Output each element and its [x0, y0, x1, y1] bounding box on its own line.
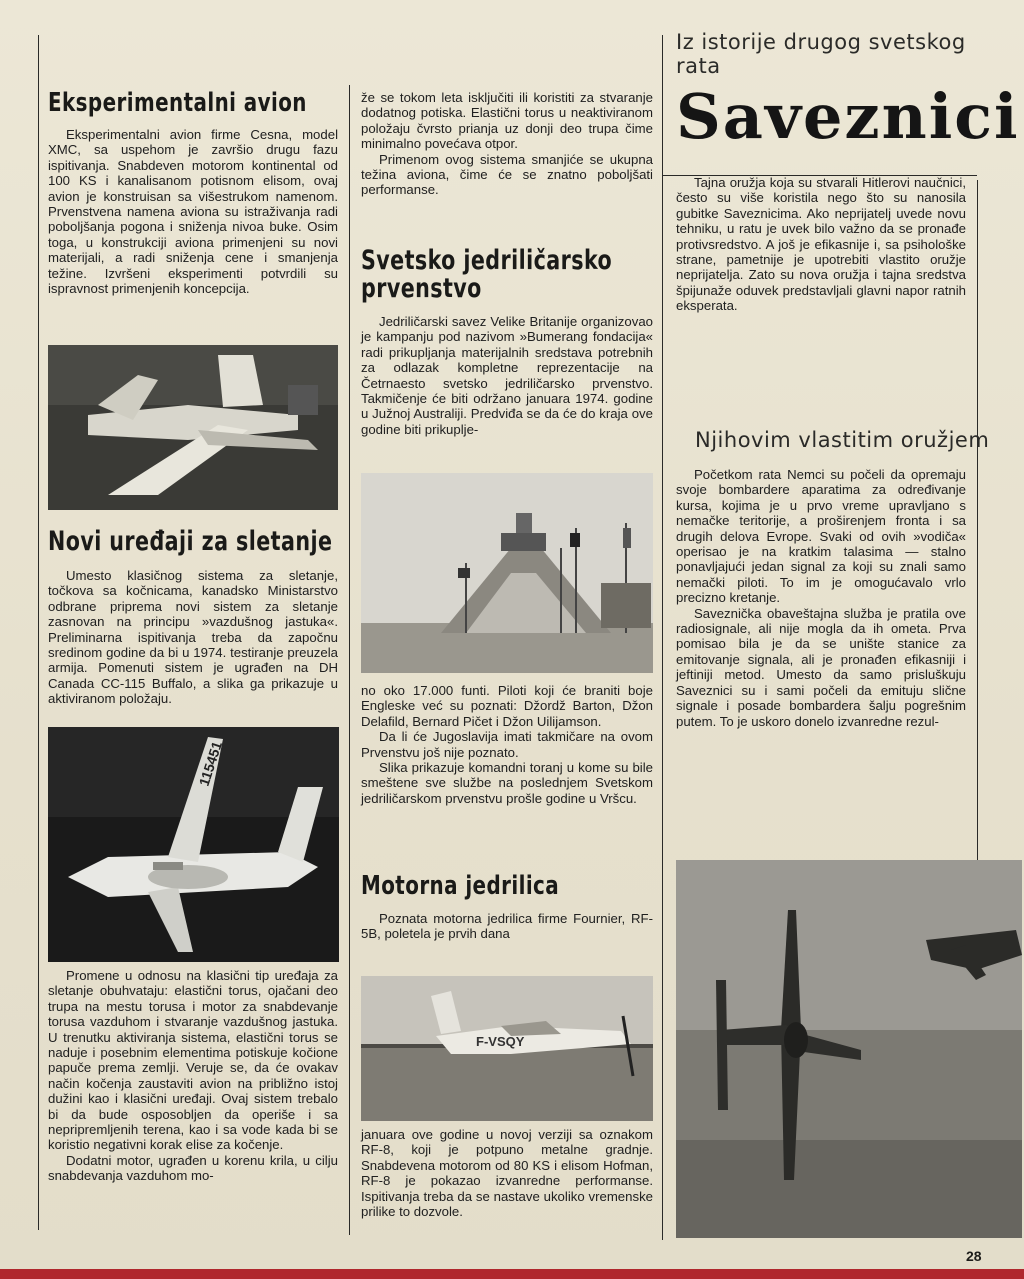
- paragraph: no oko 17.000 funti. Piloti koji će braniti boje Engleske već su poznati: Džordž Barton, Džon Delafild, Bernard Pičet i Džon Uilijamson.: [361, 683, 653, 729]
- photo-ww2-bombers: [676, 860, 1022, 1238]
- article-motorna-jedrilica-cont: [361, 1127, 653, 1219]
- photo-buffalo-aircraft: [48, 727, 339, 962]
- column-rule-3: [977, 180, 978, 860]
- paragraph: Saveznička obaveštajna služba je pratila ove radiosignale, ali nije mogla da ih ometa. Prva pomisao bila je da se unište stanice za emitovanje signala, ali je pronađen efikasniji i jeftiniji metod. Umesto da samo prisluškuju Saveznici su i sami počeli da emituju slične signale i posade bombardera šalju pogrešnim putem. To je uskoro donelo izvanredne rezul-: [676, 605, 966, 729]
- paragraph: Poznata motorna jedrilica firme Fournier, RF-5B, poletela je prvih dana: [361, 911, 653, 942]
- headline-motorna-jedrilica: Motorna jedrilica: [361, 871, 560, 901]
- article-saveznici-intro: [676, 175, 966, 314]
- column-rule-2: [662, 35, 663, 1240]
- paragraph: Početkom rata Nemci su počeli da opremaju svoje bombardere aparatima za određivanje kursa, kojima je u prvo vreme upravljano s nemačke teritorije, a proširenjem fronta i sa drugih delova Evrope. Svaki od ovih »vodiča« operisao je na kratkim talasima — stalno ponavljajući jedan signal za koji su znali samo nemački piloti. To im je omogućavalo vrlo precizno kretanje.: [676, 467, 966, 606]
- series-kicker: Iz istorije drugog svetskog rata: [676, 30, 966, 78]
- subheading-njihovim-oruzjem: Njihovim vlastitim oružjem: [695, 428, 990, 452]
- paragraph: Slika prikazuje komandni toranj u kome su bile smeštene sve službe na poslednjem Svetskom jedriličarskom prvenstvu prošle godine u Vršcu.: [361, 760, 653, 806]
- article-saveznici-body: [676, 467, 966, 729]
- paragraph: Umesto klasičnog sistema za sletanje, točkova sa kočnicama, kanadsko Ministarstvo odbrane priprema novi sistem za sletanje zasnovan na principu »vazdušnog jastuka«. Preliminarna ispitivanja treba da započnu sredinom godine da bi u 1974. testiranje preuzela armija. Pomenuti sistem je ugrađen na DH Canada CC-115 Buffalo, a slika ga prikazuje u aktiviranom položaju.: [48, 568, 338, 707]
- paragraph: Dodatni motor, ugrađen u korenu krila, u cilju snabdevanja vazduhom mo-: [48, 1152, 338, 1184]
- article-motorna-jedrilica: [361, 911, 653, 942]
- paragraph: januara ove godine u novoj verziji sa oznakom RF-8, koji je potpuno metalne gradnje. Snabdevena motorom od 80 KS i elisom Hofman, RF-8 je pokazao izvanredne performanse. Ispitivanja treba da se nastave ukoliko vremenske prilike to dozvole.: [361, 1127, 653, 1220]
- photo-control-tower: [361, 473, 653, 673]
- headline-svetsko-jedrilicarsko: Svetsko jedriličarsko prvenstvo: [361, 245, 613, 304]
- bottom-red-stripe: [0, 1269, 1024, 1279]
- paragraph: Da li će Jugoslavija imati takmičare na ovom Prvenstvu još nije poznato.: [361, 729, 653, 760]
- article-eksperimentalni-avion: [48, 127, 338, 296]
- paragraph: Promene u odnosu na klasični tip uređaja za sletanje obuhvataju: elastični torus, ojačani deo trupa na mestu torusa i motor za snabdevanje torusa vazduhom i stvaranje vazdušnog jastuka. U trenutku aktiviranja sistema, elastični torus se naduje i posebnim elementima potiskuje kočione papuče prema zemlji. Veruje se, da će ovakav način kočenja zaustaviti avion na približno istoj dužini kao i klasični uređaji. Ovaj sistem trebalo bi da bude osposobljen da operiše i sa nepripremljenih terena, kao i sa vode kada bi se koristio negativni korak elise za kočenje.: [48, 968, 338, 1153]
- headline-novi-uredjaji: Novi uređaji za sletanje: [48, 526, 333, 557]
- paragraph: Tajna oružja koja su stvarali Hitlerovi naučnici, često su više koristila nego što su nanosila gubitke Saveznicima. Ako neprijatelj uvede novu tehniku, u ratu je uvek bilo važno da se pronađe protivsredstvo. A još je efikasnije i, sa psihološke strane, pametnije je upotrebiti vlastito oružje neprijatelja. Zato su nova oružja i tajna sredstva špijunaže oduvek predstavljali glavni napor ratnih eksperata.: [676, 175, 966, 314]
- article-svetsko-jedrilicarsko: [361, 314, 653, 437]
- article-novi-uredjaji: [48, 568, 338, 707]
- paragraph: Primenom ovog sistema smanjiće se ukupna težina aviona, čime će se znatno poboljšati performanse.: [361, 151, 653, 198]
- photo-motor-glider: [361, 976, 653, 1121]
- paragraph: Jedriličarski savez Velike Britanije organizovao je kampanju pod nazivom »Bumerang fondacija« radi prikupljanja materijalnih sredstava potrebnih za odlazak kompletne reprezentacije na Četrnaesto svetsko jedriličarsko prvenstvo. Takmičenje će biti održano januara 1974. godine u Južnoj Australiji. Predviđa se da će do kraja ove godine biti prikuplje-: [361, 314, 653, 437]
- paragraph: Eksperimentalni avion firme Cesna, model XMC, sa uspehom je završio drugu fazu ispitivanja. Snabdeven motorom kontinental od 100 KS i kanalisanom potisnom elisom, ovaj avion je konstruisan sa višestrukom namenom. Prvenstvena namena aviona su istraživanja radi poboljšanja pogona i sniženja nivoa buke. Osim toga, u konstrukciji aviona primenjeni su novi materijali, a radi sniženja cene i smanjenja težine. Izvršeni eksperimenti potvrdili su ispravnost primenjenih koncepcija.: [48, 127, 338, 297]
- article-title-saveznici: Saveznici: [676, 80, 1020, 153]
- left-margin-rule: [38, 35, 39, 1230]
- glider-registration: F-VSQY: [476, 1034, 525, 1049]
- article-novi-uredjaji-cont: [48, 968, 338, 1184]
- column-rule-1: [349, 85, 350, 1235]
- article-svetsko-jedrilicarsko-cont: [361, 683, 653, 806]
- aircraft-registration: 115451: [195, 739, 226, 788]
- photo-cessna-xmc: [48, 345, 338, 510]
- article-novi-uredjaji-end: [361, 90, 653, 198]
- paragraph: že se tokom leta isključiti ili koristiti za stvaranje dodatnog potiska. Elastični torus u neaktiviranom položaju čvrsto prianja uz donji deo trupa čime minimalno povećava otpor.: [361, 90, 653, 152]
- page-number: 28: [966, 1248, 982, 1264]
- headline-eksperimentalni-avion: Eksperimentalni avion: [48, 88, 307, 118]
